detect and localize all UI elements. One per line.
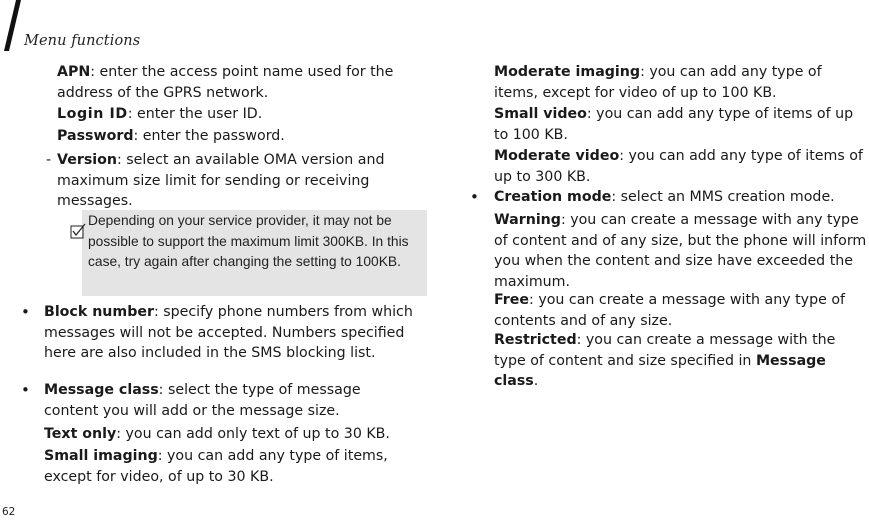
password-item [57, 126, 427, 147]
restricted-tail: . [533, 373, 539, 389]
moderate-video-item [494, 146, 864, 187]
page-header-title: Menu functions [24, 33, 141, 49]
note-text: Depending on your service provider, it may not be possible to support the maximum limit 300KB. In this case, try again after changing the setting to 100KB. [88, 213, 409, 269]
login-id-item [57, 104, 427, 125]
page-number: 62 [2, 506, 16, 518]
moderate-imaging-item [494, 62, 854, 103]
apn-item [57, 62, 427, 103]
warning-item [494, 210, 869, 292]
free-term: Free [494, 292, 530, 308]
block-number-item [44, 302, 419, 364]
small-video-text: : you can add any type of items of up to 100 KB. [494, 106, 854, 143]
small-video-term: Small video [494, 106, 587, 122]
free-text: : you can create a message with any type of contents and of any size. [494, 292, 845, 329]
creation-mode-item [494, 187, 864, 208]
login-id-term: Login ID [57, 106, 128, 122]
moderate-video-term: Moderate video [494, 148, 620, 164]
moderate-imaging-term: Moderate imaging [494, 64, 641, 80]
text-only-item [44, 424, 429, 445]
version-item [57, 150, 412, 212]
small-imaging-item [44, 446, 419, 487]
password-text: : enter the password. [133, 128, 285, 144]
message-class-bullet: • [21, 381, 30, 399]
login-id-text: : enter the user ID. [127, 106, 263, 122]
apn-text: : enter the access point name used for the address of the GPRS network. [57, 64, 394, 101]
moderate-video-text: : you can add any type of items of up to 300 KB. [494, 148, 863, 185]
version-term: Version [57, 152, 117, 168]
password-term: Password [57, 128, 134, 144]
moderate-imaging-text: : you can add any type of items, except for video of up to 100 KB. [494, 64, 822, 101]
warning-text: : you can create a message with any type of content and of any size, but the phone will inform you when the content and size have exceeded the maximum. [494, 212, 867, 290]
block-number-bullet: • [21, 303, 30, 321]
restricted-message-class-term: Message class [494, 352, 826, 389]
small-imaging-text: : you can add any type of items, except for video, of up to 30 KB. [44, 448, 388, 485]
message-class-term: Message class [44, 382, 159, 398]
text-only-text: : you can add only text of up to 30 KB. [116, 426, 390, 442]
creation-mode-text: : select an MMS creation mode. [611, 189, 835, 205]
warning-term: Warning [494, 212, 561, 228]
small-video-item [494, 104, 869, 145]
checkmark-note-icon [70, 223, 86, 239]
version-text: : select an available OMA version and maximum size limit for sending or receiving messages. [57, 152, 385, 209]
note-box [82, 210, 427, 296]
block-number-term: Block number [44, 304, 154, 320]
restricted-item [494, 330, 854, 392]
creation-mode-bullet: • [470, 188, 479, 206]
message-class-item [44, 380, 419, 421]
small-imaging-term: Small imaging [44, 448, 158, 464]
free-item [494, 290, 869, 331]
block-number-text: : specify phone numbers from which messages will not be accepted. Numbers specified here are also included in the SMS blocking list. [44, 304, 413, 361]
message-class-text: : select the type of message content you will add or the message size. [44, 382, 361, 419]
version-dash: - [46, 152, 52, 168]
apn-term: APN [57, 64, 91, 80]
creation-mode-term: Creation mode [494, 189, 612, 205]
text-only-term: Text only [44, 426, 117, 442]
restricted-term: Restricted [494, 332, 577, 348]
restricted-text: : you can create a message with the type of content and size specified in [494, 332, 836, 369]
